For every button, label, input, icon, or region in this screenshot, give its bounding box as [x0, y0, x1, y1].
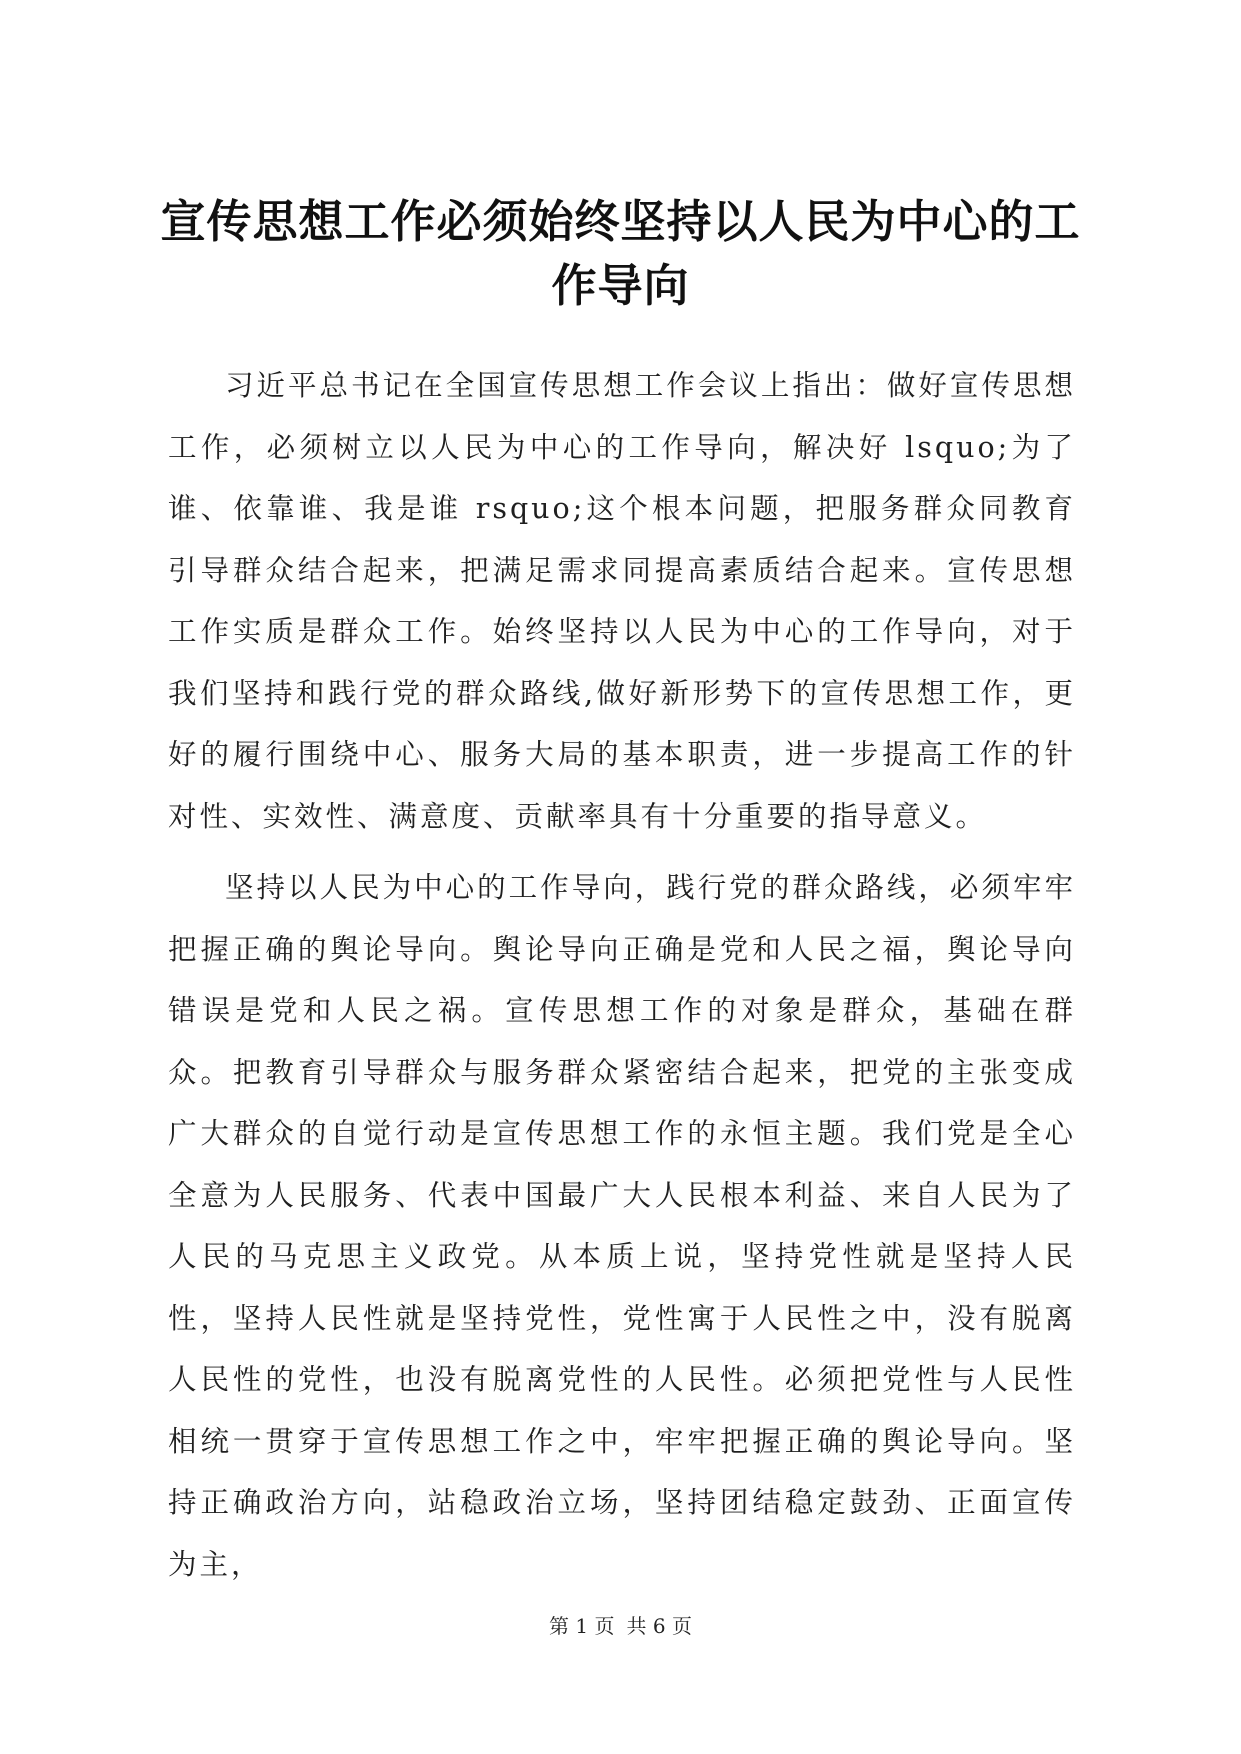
paragraph-1: 习近平总书记在全国宣传思想工作会议上指出：做好宣传思想工作，必须树立以人民为中心的工作导向，解决好 lsquo;为了谁、依靠谁、我是谁 rsquo;这个根本问题，把服务群众同教育引导群众结合起来，把满足需求同提高素质结合起来。宣传思想工作实质是群众工作。始终坚持以人民为中心的工作导向，对于我们坚持和践行党的群众路线,做好新形势下的宣传思想工作，更好的履行围绕中心、服务大局的基本职责，进一步提高工作的针对性、实效性、满意度、贡献率具有十分重要的指导意义。: [168, 369, 1076, 833]
document-body: [168, 355, 1076, 1605]
page-number: 第 1 页: [549, 1614, 615, 1638]
page-footer: [0, 1610, 1241, 1639]
paragraph-2: 坚持以人民为中心的工作导向，践行党的群众路线，必须牢牢把握正确的舆论导向。舆论导向正确是党和人民之福，舆论导向错误是党和人民之祸。宣传思想工作的对象是群众，基础在群众。把教育引导群众与服务群众紧密结合起来，把党的主张变成广大群众的自觉行动是宣传思想工作的永恒主题。我们党是全心全意为人民服务、代表中国最广大人民根本利益、来自人民为了人民的马克思主义政党。从本质上说，坚持党性就是坚持人民性，坚持人民性就是坚持党性，党性寓于人民性之中，没有脱离人民性的党性，也没有脱离党性的人民性。必须把党性与人民性相统一贯穿于宣传思想工作之中，牢牢把握正确的舆论导向。坚持正确政治方向，站稳政治立场，坚持团结稳定鼓劲、正面宣传为主，: [168, 871, 1076, 1581]
page-total: 共 6 页: [626, 1614, 692, 1638]
document-title: 宣传思想工作必须始终坚持以人民为中心的工作导向: [160, 195, 1081, 312]
